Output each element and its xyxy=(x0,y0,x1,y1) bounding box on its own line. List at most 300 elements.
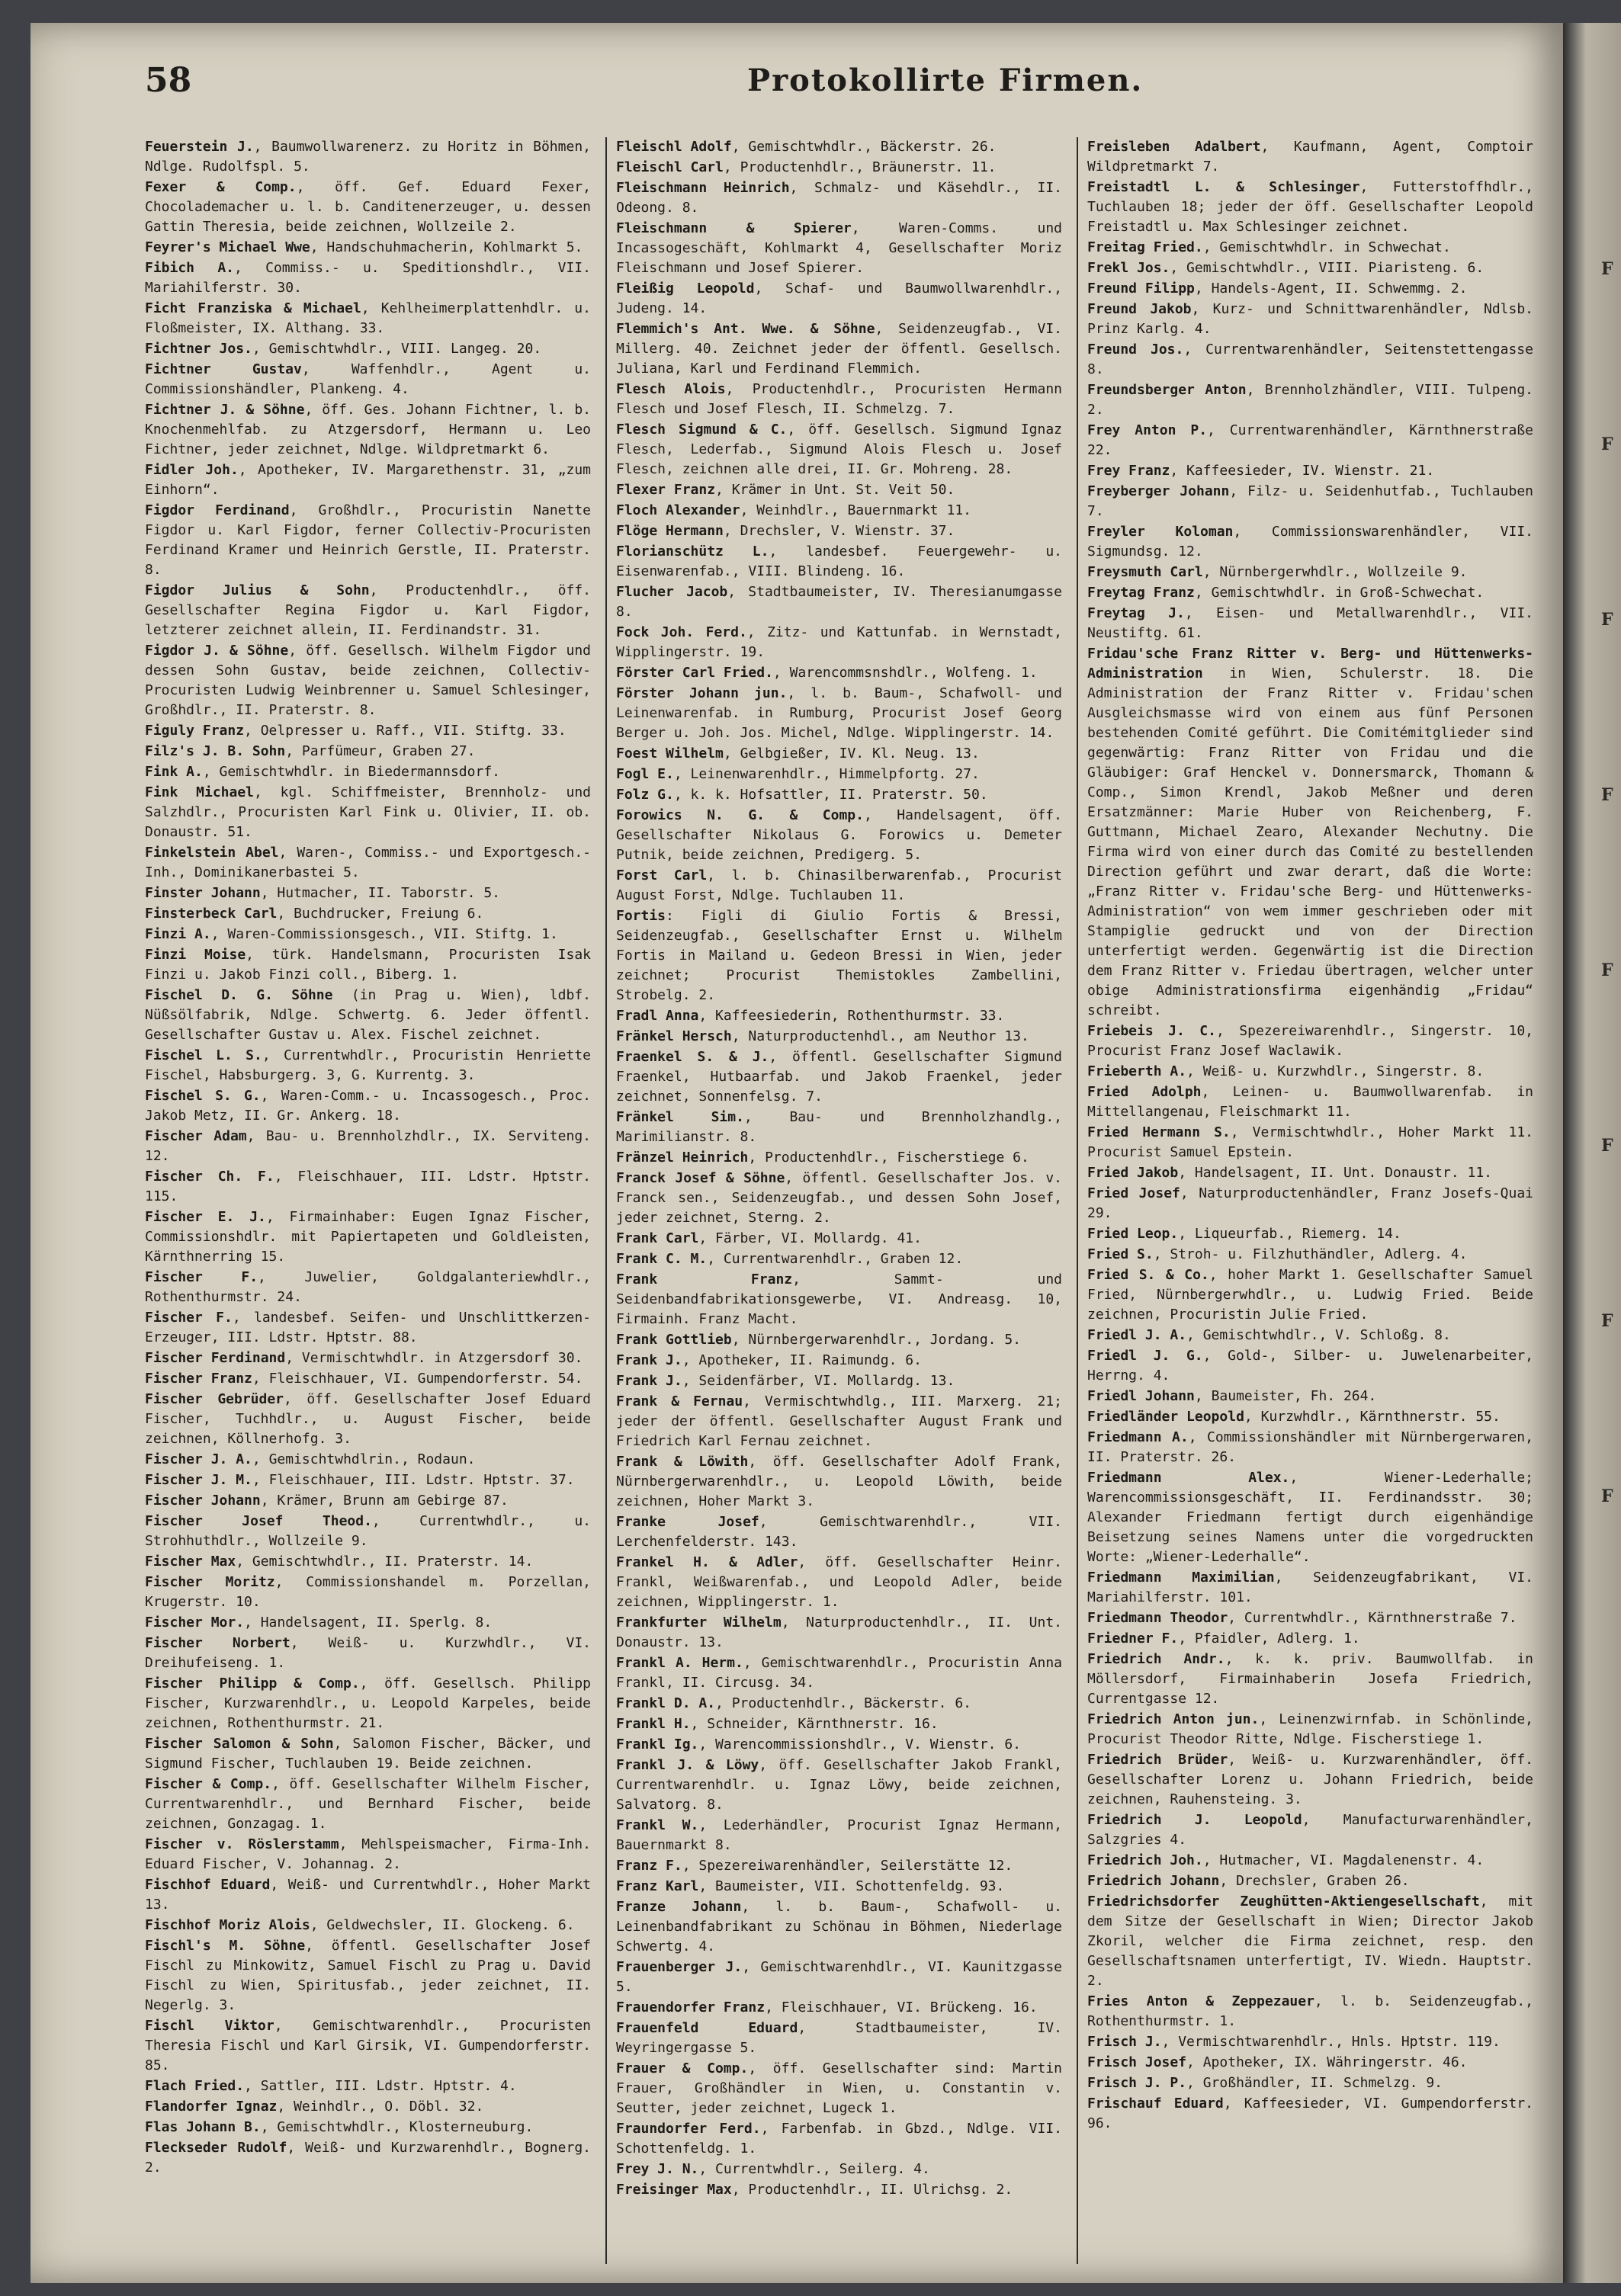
firm-name: Frankl W. xyxy=(616,1817,699,1833)
firm-details: , Pfaidler, Adlerg. 1. xyxy=(1178,1631,1360,1647)
directory-entry xyxy=(145,1674,591,1733)
firm-details: , Currentwhdlr., u. Strohhuthdlr., Wollzeile 9. xyxy=(145,1513,591,1549)
firm-details: , Waren-Comms. und Incassogeschäft, Kohlmarkt 4, Gesellschafter Moriz Fleischmann und Josef Spierer. xyxy=(616,220,1062,276)
directory-entry xyxy=(616,2019,1062,2058)
firm-name: Fink A. xyxy=(145,764,203,780)
firm-details: in Wien, Schulerstr. 18. Die Administration der Franz Ritter v. Fridau'schen Ausgleichsmasse wird von einem aus fünf Personen bestehenden Comité geführt. Die Comitémitglieder sind gegenwärtig: Franz Ritter von Fridau und die Gläubiger: Graf Henckel v. Donnersmarck, Thomann & Comp., Simon Krendl, Jakob Meßner und deren Ersatzmänner: Marie Huber von Reichenberg, F. Guttmann, Michael Zearo, Alexander Nechutny. Die Firma wird von einer durch das Comité zu bestellenden Direction geführt und zwar derart, daß die Worte: „Franz Ritter v. Fridau'sche Berg- und Hüttenwerks-Administration“ von wem immer geschrieben oder mit Stampiglie gedruckt und von der Direction unterfertigt werden. Gegenwärtig ist die Direction dem Franz Ritter v. Friedau übertragen, welcher unter obige Administrationsfirma eigenhändig „Fridau“ schreibt. xyxy=(1087,665,1533,1018)
firm-details: , Vermischtwhdlr., Hoher Markt 11. Procurist Samuel Epstein. xyxy=(1087,1124,1533,1160)
firm-details: , Leinenzwirnfab. in Schönlinde, Procurist Theodor Ritte, Ndlge. Fischerstiege 1. xyxy=(1087,1711,1533,1747)
firm-details: , Drechsler, Graben 26. xyxy=(1219,1873,1410,1889)
directory-entry xyxy=(616,582,1062,622)
directory-entry xyxy=(145,843,591,883)
firm-details: , Waren-Comm.- u. Incassogesch., Proc. Jakob Metz, II. Gr. Ankerg. 18. xyxy=(145,1088,591,1124)
firm-name: Fleckseder Rudolf xyxy=(145,2140,287,2156)
directory-entry xyxy=(145,137,591,177)
directory-entry xyxy=(616,219,1062,278)
firm-details: , Nürnbergerwarenhdlr., Jordang. 5. xyxy=(731,1332,1022,1348)
firm-details: , Parfümeur, Graben 27. xyxy=(285,743,476,759)
firm-details: , Vermischtwhdlr. in Atzgersdorf 30. xyxy=(285,1350,583,1366)
firm-details: , Gold-, Silber- u. Juwelenarbeiter, Herrng. 4. xyxy=(1087,1348,1533,1384)
firm-name: Fock Joh. Ferd. xyxy=(616,624,747,640)
directory-entry xyxy=(616,1653,1062,1693)
firm-details: , öffentl. Gesellschafter Sigmund Fraenkel, Hutbaarfab. und Jakob Fraenkel, jeder zeichnet, Sonnenfelsg. 7. xyxy=(616,1049,1062,1105)
firm-name: Ficht Franziska & Michael xyxy=(145,300,361,316)
firm-details: , Gemischtwhdlr., II. Praterstr. 14. xyxy=(236,1554,534,1570)
firm-details: , öff. Gesellschafter sind: Martin Frauer, Großhändler in Wien, u. Constantin v. Seutter, jeder zeichnet, Lugeck 1. xyxy=(616,2060,1062,2116)
firm-details: , Baumwollwarenerz. zu Horitz in Böhmen, Ndlge. Rudolfspl. 5. xyxy=(145,139,591,175)
directory-entry xyxy=(616,158,1062,178)
directory-entry xyxy=(1087,1871,1533,1891)
firm-name: Finzi Moise xyxy=(145,947,246,963)
firm-details: , Firmainhaber: Eugen Ignaz Fischer, Commissionshdlr. mit Papiertapeten und Goldleisten, Kärnthnerring 15. xyxy=(145,1209,591,1265)
firm-name: Freisinger Max xyxy=(616,2182,732,2198)
firm-name: Frauenfeld Eduard xyxy=(616,2020,798,2036)
firm-details: , Productenhdlr., Bäckerstr. 6. xyxy=(715,1695,971,1711)
firm-name: Finsterbeck Carl xyxy=(145,906,278,922)
firm-name: Fortis xyxy=(616,908,666,924)
directory-entry xyxy=(145,2016,591,2076)
firm-name: Fischer v. Röslerstamm xyxy=(145,1836,339,1852)
firm-name: Florianschütz L. xyxy=(616,544,769,560)
firm-name: Filz's J. B. Sohn xyxy=(145,743,286,759)
firm-name: Frekl Jos. xyxy=(1087,260,1170,276)
firm-details: , Apotheker, IX. Währingerstr. 46. xyxy=(1186,2054,1468,2070)
firm-name: Franz Karl xyxy=(616,1878,699,1894)
directory-entry xyxy=(145,1348,591,1368)
firm-details: , Lederhändler, Procurist Ignaz Hermann, Bauernmarkt 8. xyxy=(616,1817,1062,1853)
firm-details: , Spezereiwarenhändler, Seilerstätte 12. xyxy=(682,1858,1013,1874)
firm-name: Fradl Anna xyxy=(616,1008,699,1024)
firm-details: , Baumeister, Fh. 264. xyxy=(1194,1388,1377,1404)
firm-details: , l. b. Chinasilberwarenfab., Procurist August Forst, Ndlge. Tuchlauben 11. xyxy=(616,867,1062,903)
edge-letter: F xyxy=(1601,960,1613,980)
firm-name: Fischel S. G. xyxy=(145,1088,261,1104)
firm-details: , Hutmacher, II. Taborstr. 5. xyxy=(260,885,500,901)
firm-details: , Kaufmann, Agent, Comptoir Wildpretmarkt 7. xyxy=(1087,139,1533,175)
directory-entry xyxy=(145,1875,591,1915)
firm-name: Fischer Josef Theod. xyxy=(145,1513,372,1529)
directory-entry xyxy=(1087,1468,1533,1567)
firm-name: Friedrichsdorfer Zeughütten-Aktiengesellschaft xyxy=(1087,1894,1480,1910)
firm-details: , Juwelier, Goldgalanteriewhdlr., Rothenthurmstr. 24. xyxy=(145,1269,591,1305)
firm-name: Floch Alexander xyxy=(616,502,740,518)
firm-name: Fischer Moritz xyxy=(145,1574,275,1590)
firm-details: , Weiß- u. Kurzwarenhändler, öff. Gesellschafter Lorenz u. Johann Friedrich, beide zeichnen, Rauhensteing. 3. xyxy=(1087,1752,1533,1807)
firm-name: Finkelstein Abel xyxy=(145,845,279,861)
directory-entry xyxy=(616,1452,1062,1512)
firm-name: Fried S. & Co. xyxy=(1087,1267,1209,1283)
firm-details: , Seidenfärber, VI. Mollardg. 13. xyxy=(682,1373,955,1389)
directory-entry xyxy=(616,1006,1062,1026)
firm-name: Freyberger Johann xyxy=(1087,483,1230,499)
firm-name: Freund Jakob xyxy=(1087,301,1192,317)
firm-name: Frauer & Comp. xyxy=(616,2060,749,2076)
firm-name: Frank Franz xyxy=(616,1271,793,1287)
firm-details: , Nürnbergerwhdlr., Wollzeile 9. xyxy=(1202,564,1468,580)
firm-details: , Weiß- und Kurzwarenhdlr., Bognerg. 2. xyxy=(145,2140,591,2176)
firm-details: , Kurzwhdlr., Kärnthnerstr. 55. xyxy=(1244,1409,1501,1425)
firm-name: Frieberth A. xyxy=(1087,1063,1187,1079)
firm-name: Fränzel Heinrich xyxy=(616,1150,749,1166)
firm-name: Frank C. M. xyxy=(616,1251,708,1267)
directory-entry xyxy=(145,1046,591,1085)
directory-entry xyxy=(145,1491,591,1511)
firm-details: , Oelpresser u. Raff., VII. Stiftg. 33. xyxy=(244,723,567,739)
firm-name: Förster Johann jun. xyxy=(616,685,788,701)
firm-details: , Gemischtwhdlr., VIII. Langeg. 20. xyxy=(252,341,542,357)
firm-name: Fischer Adam xyxy=(145,1128,247,1144)
directory-page xyxy=(30,23,1563,2283)
firm-details: , Buchdrucker, Freiung 6. xyxy=(277,906,484,922)
firm-details: , Krämer in Unt. St. Veit 50. xyxy=(715,482,955,498)
firm-name: Friedmann Theodor xyxy=(1087,1610,1228,1626)
firm-name: Flas Johann B. xyxy=(145,2119,261,2135)
directory-entry xyxy=(145,1512,591,1551)
firm-details: , Fleischhauer, III. Ldstr. Hptstr. 37. xyxy=(252,1472,575,1488)
firm-name: Fischer Johann xyxy=(145,1493,261,1509)
firm-details: , Manufacturwarenhändler, Salzgries 4. xyxy=(1087,1812,1533,1848)
directory-entry xyxy=(616,1027,1062,1047)
firm-details: , Vermischtwarenhdlr., Hnls. Hptstr. 119. xyxy=(1161,2034,1501,2050)
page-title: Protokollirte Firmen. xyxy=(747,63,1144,98)
directory-entry xyxy=(1087,1710,1533,1749)
directory-entry xyxy=(616,1392,1062,1451)
directory-entry xyxy=(1087,1021,1533,1061)
firm-details: , Leinenwarenhdlr., Himmelpfortg. 27. xyxy=(673,766,980,782)
firm-details: , Salomon Fischer, Bäcker, und Sigmund Fischer, Tuchlauben 19. Beide zeichnen. xyxy=(145,1736,591,1772)
firm-name: Franz F. xyxy=(616,1858,682,1874)
directory-entry xyxy=(616,1998,1062,2018)
firm-name: Freysmuth Carl xyxy=(1087,564,1203,580)
firm-name: Freisleben Adalbert xyxy=(1087,139,1261,155)
firm-name: Frisch Josef xyxy=(1087,2054,1187,2070)
directory-entry xyxy=(145,986,591,1045)
firm-details: , hoher Markt 1. Gesellschafter Samuel Fried, Nürnbergerwhdlr., u. Ludwig Fried. Beide zeichnen, Procuristin Julie Fried. xyxy=(1087,1267,1533,1323)
firm-name: Fischl Viktor xyxy=(145,2018,274,2034)
firm-name: Freytag Franz xyxy=(1087,585,1195,601)
page-number: 58 xyxy=(145,61,192,100)
firm-details: , Zitz- und Kattunfab. in Wernstadt, Wipplingerstr. 19. xyxy=(616,624,1062,660)
directory-entry xyxy=(145,1613,591,1633)
firm-name: Frey Franz xyxy=(1087,463,1170,479)
firm-name: Friedl J. A. xyxy=(1087,1327,1187,1343)
directory-entry xyxy=(616,785,1062,805)
firm-name: Flexer Franz xyxy=(616,482,716,498)
firm-name: Feyrer's Michael Wwe xyxy=(145,239,310,255)
firm-details: , Fleischhauer, VI. Gumpendorferstr. 54. xyxy=(252,1371,583,1387)
directory-entry xyxy=(616,744,1062,764)
directory-entry xyxy=(1087,1851,1533,1871)
firm-details: (in Prag u. Wien), ldbf. Nüßsölfabrik, Ndlge. Schwertg. 6. Jeder öffentl. Gesellschafter Gustav u. Alex. Fischel zeichnet. xyxy=(145,987,591,1043)
directory-entry xyxy=(1087,340,1533,380)
directory-entry xyxy=(145,400,591,460)
firm-details: , Gemischtwarenhdlr., VII. Lerchenfelderstr. 143. xyxy=(616,1514,1062,1550)
firm-name: Foest Wilhelm xyxy=(616,746,724,762)
directory-entry xyxy=(616,1816,1062,1855)
firm-name: Fleischmann Heinrich xyxy=(616,180,790,196)
firm-details: , Productenhdlr., Fischerstiege 6. xyxy=(748,1150,1029,1166)
firm-name: Fränkel Sim. xyxy=(616,1109,744,1125)
firm-name: Fischhof Eduard xyxy=(145,1877,271,1893)
firm-name: Feuerstein J. xyxy=(145,139,254,155)
directory-entry xyxy=(145,1207,591,1267)
firm-name: Freistadtl L. & Schlesinger xyxy=(1087,179,1360,195)
firm-name: Fischer Ferdinand xyxy=(145,1350,286,1366)
firm-name: Fischhof Moriz Alois xyxy=(145,1917,310,1933)
firm-name: Frank Gottlieb xyxy=(616,1332,732,1348)
firm-name: Friedl J. G. xyxy=(1087,1348,1203,1364)
directory-entry xyxy=(1087,300,1533,339)
directory-entry xyxy=(145,1127,591,1166)
firm-name: Fleischl Carl xyxy=(616,159,724,175)
column-1 xyxy=(145,137,591,2264)
firm-name: Frank J. xyxy=(616,1373,682,1389)
firm-details: , öffentl. Gesellschafter Jos. v. Franck sen., Seidenzeugfab., und dessen Sohn Josef, jeder zeichnet, Sterng. 2. xyxy=(616,1170,1062,1226)
directory-entry xyxy=(145,1086,591,1126)
directory-entry xyxy=(145,501,591,580)
firm-details: , türk. Handelsmann, Procuristen Isak Finzi u. Jakob Finzi coll., Biberg. 1. xyxy=(145,947,591,983)
firm-name: Frank Carl xyxy=(616,1230,699,1246)
firm-details: , Drechsler, V. Wienstr. 37. xyxy=(723,523,955,539)
firm-name: Fried Jakob xyxy=(1087,1165,1179,1181)
firm-name: Forowics N. G. & Comp. xyxy=(616,807,864,823)
entry-columns xyxy=(145,137,1533,2264)
firm-details: , Bau- u. Brennholzhdlr., IX. Serviteng. 12. xyxy=(145,1128,591,1164)
firm-name: Fidler Joh. xyxy=(145,462,239,478)
directory-entry xyxy=(1087,1407,1533,1427)
directory-entry xyxy=(145,641,591,720)
edge-letter: F xyxy=(1601,1136,1613,1156)
firm-details: , Gemischtwarenhdlr., Procuristin Anna Frankl, II. Circusg. 34. xyxy=(616,1655,1062,1691)
firm-name: Freund Filipp xyxy=(1087,281,1195,297)
firm-details: , Sammt- und Seidenbandfabrikationsgewerbe, VI. Andreasg. 10, Firmainh. Franz Macht. xyxy=(616,1271,1062,1327)
firm-details: , Brennholzhändler, VIII. Tulpeng. 2. xyxy=(1087,382,1533,418)
firm-details: , Commissionshandel m. Porzellan, Krugerstr. 10. xyxy=(145,1574,591,1610)
firm-details: , Weinhdlr., Bauernmarkt 11. xyxy=(740,502,971,518)
directory-entry xyxy=(616,480,1062,500)
firm-details: , Schmalz- und Käsehdlr., II. Odeong. 8. xyxy=(616,180,1062,216)
firm-details: , Commissionshändler mit Nürnbergerwaren, II. Praterstr. 26. xyxy=(1087,1429,1533,1465)
directory-entry xyxy=(616,1897,1062,1957)
directory-entry xyxy=(1087,1082,1533,1122)
firm-name: Fischer Salomon & Sohn xyxy=(145,1736,334,1752)
directory-entry xyxy=(616,1694,1062,1714)
firm-details: , Productenhdlr., Procuristen Hermann Flesch und Josef Flesch, II. Schmelzg. 7. xyxy=(616,381,1062,417)
firm-name: Fried Adolph xyxy=(1087,1084,1202,1100)
directory-entry xyxy=(145,2076,591,2096)
directory-entry xyxy=(1087,178,1533,237)
firm-name: Finster Johann xyxy=(145,885,261,901)
directory-entry xyxy=(145,1916,591,1935)
firm-name: Frankl A. Herm. xyxy=(616,1655,743,1671)
firm-details: , Fleischhauer, III. Ldstr. Hptstr. 115. xyxy=(145,1169,591,1204)
firm-details: , Geldwechsler, II. Glockeng. 6. xyxy=(310,1917,575,1933)
firm-details: , Waren-Commissionsgesch., VII. Stiftg. 1. xyxy=(210,926,558,942)
directory-entry xyxy=(1087,1810,1533,1850)
firm-details: , Hutmacher, VI. Magdalenenstr. 4. xyxy=(1202,1852,1485,1868)
firm-details: , Färber, VI. Mollardg. 41. xyxy=(698,1230,922,1246)
directory-entry xyxy=(145,1552,591,1572)
directory-entry xyxy=(616,1351,1062,1371)
directory-entry xyxy=(1087,258,1533,278)
firm-details: , Filz- u. Seidenhutfab., Tuchlauben 7. xyxy=(1087,483,1533,519)
firm-details: , Farbenfab. in Gbzd., Ndlge. VII. Schottenfeldg. 1. xyxy=(616,2121,1062,2157)
firm-details: , Weiß- und Currentwhdlr., Hoher Markt 13. xyxy=(145,1877,591,1913)
directory-entry xyxy=(145,299,591,338)
column-3 xyxy=(1087,137,1533,2264)
firm-details: , Warencommsnshdlr., Wolfeng. 1. xyxy=(772,665,1038,681)
firm-details: , Productenhdlr., öff. Gesellschafter Regina Figdor u. Karl Figdor, letzterer zeichnet allein, II. Ferdinandstr. 31. xyxy=(145,582,591,638)
directory-entry xyxy=(145,904,591,924)
firm-details: , öff. Gesellschafter Jakob Frankl, Currentwarenhdlr. u. Ignaz Löwy, beide zeichnen, Salvatorg. 8. xyxy=(616,1757,1062,1813)
firm-name: Friedmann A. xyxy=(1087,1429,1189,1445)
firm-details: , Commiss.- u. Speditionshdlr., VII. Mariahilferstr. 30. xyxy=(145,260,591,296)
directory-entry xyxy=(145,178,591,237)
directory-entry xyxy=(1087,1428,1533,1467)
firm-details: , Großhdlr., Procuristin Nanette Figdor u. Karl Figdor, ferner Collectiv-Procuristen Ferdinand Kramer und Heinrich Gerstle, II. Praterstr. 8. xyxy=(145,502,591,578)
firm-name: Figdor Ferdinand xyxy=(145,502,290,518)
firm-details: , Gemischtwhdlr., Bäckerstr. 26. xyxy=(731,139,997,155)
firm-name: Friedmann Alex. xyxy=(1087,1470,1290,1486)
directory-entry xyxy=(145,1390,591,1449)
directory-entry xyxy=(616,420,1062,479)
firm-name: Fischer F. xyxy=(145,1269,258,1285)
directory-entry xyxy=(145,925,591,944)
firm-details: , Kurz- und Schnittwarenhändler, Ndlsb. Prinz Karlg. 4. xyxy=(1087,301,1533,337)
firm-name: Forst Carl xyxy=(616,867,708,883)
directory-entry xyxy=(1087,1224,1533,1244)
firm-name: Fischer Ch. F. xyxy=(145,1169,274,1185)
directory-entry xyxy=(1087,1629,1533,1649)
directory-entry xyxy=(1087,1245,1533,1265)
directory-entry xyxy=(1087,563,1533,582)
directory-entry xyxy=(145,1308,591,1348)
directory-entry xyxy=(1087,1326,1533,1345)
directory-entry xyxy=(1087,1163,1533,1183)
firm-details: , Stroh- u. Filzhuthändler, Adlerg. 4. xyxy=(1153,1246,1468,1262)
directory-entry xyxy=(145,1369,591,1389)
firm-details: , Gemischtwhdlr. in Groß-Schwechat. xyxy=(1194,585,1485,601)
firm-details: , Gemischtwhdlrin., Rodaun. xyxy=(252,1451,476,1467)
directory-entry xyxy=(145,742,591,762)
firm-name: Fogl E. xyxy=(616,766,674,782)
firm-name: Fleißig Leopold xyxy=(616,281,755,297)
directory-entry xyxy=(1087,1750,1533,1810)
directory-entry xyxy=(145,1734,591,1774)
firm-name: Flöge Hermann xyxy=(616,523,724,539)
firm-details: , Weiß- u. Kurzwhdlr., VI. Dreihufeiseng. 1. xyxy=(145,1635,591,1671)
directory-entry xyxy=(616,1877,1062,1897)
firm-name: Frisch J. xyxy=(1087,2034,1162,2050)
firm-details: , öff. Ges. Johann Fichtner, l. b. Knochenmehlfab. zu Atzgersdorf, Hermann u. Leo Fichtner, jeder zeichnet, Ndlge. Wildpretmarkt 6. xyxy=(145,402,591,457)
firm-name: Friedrich Johann xyxy=(1087,1873,1220,1889)
firm-details: , Kaffeesieder, VI. Gumpendorferstr. 96. xyxy=(1087,2096,1533,2131)
directory-entry xyxy=(1087,482,1533,521)
directory-entry xyxy=(145,581,591,640)
firm-name: Frisch J. P. xyxy=(1087,2075,1187,2091)
firm-name: Frankl H. xyxy=(616,1716,691,1732)
firm-details: , Gemischtwarenhdlr., VI. Kaunitzgasse 5. xyxy=(616,1959,1062,1995)
firm-name: Fridau'sche Franz Ritter v. Berg- und Hüttenwerks-Administration xyxy=(1087,646,1533,681)
firm-name: Fischel D. G. Söhne xyxy=(145,987,333,1003)
edge-letter: F xyxy=(1601,1311,1613,1331)
firm-details: , Currentwhdlr., Kärnthnerstraße 7. xyxy=(1228,1610,1517,1626)
firm-name: Frey J. N. xyxy=(616,2161,699,2177)
directory-entry xyxy=(616,1169,1062,1228)
firm-name: Flach Fried. xyxy=(145,2078,245,2094)
directory-entry xyxy=(1087,644,1533,1021)
firm-name: Friedländer Leopold xyxy=(1087,1409,1244,1425)
firm-name: Friebeis J. C. xyxy=(1087,1023,1216,1039)
firm-name: Fichtner J. & Söhne xyxy=(145,402,305,418)
firm-details: , Kaffeesiederin, Rothenthurmstr. 33. xyxy=(698,1008,1005,1024)
firm-name: Friedner F. xyxy=(1087,1631,1179,1647)
firm-details: , Commissionswarenhändler, VII. Sigmundsg. 12. xyxy=(1087,524,1533,560)
firm-name: Frank & Fernau xyxy=(616,1393,743,1409)
firm-name: Flemmich's Ant. Wwe. & Söhne xyxy=(616,321,875,337)
firm-name: Frischauf Eduard xyxy=(1087,2096,1224,2112)
firm-details: , Gemischtwhdlr., Klosterneuburg. xyxy=(260,2119,534,2135)
firm-details: , Leinen- u. Baumwollwarenfab. in Mittellangenau, Fleischmarkt 11. xyxy=(1087,1084,1533,1120)
firm-details: , Handelsagent, II. Sperlg. 8. xyxy=(244,1615,493,1631)
firm-name: Frankl D. A. xyxy=(616,1695,716,1711)
directory-entry xyxy=(1087,238,1533,258)
directory-entry xyxy=(616,178,1062,218)
firm-details: , Handelsagent, öff. Gesellschafter Nikolaus G. Forowics u. Demeter Putnik, beide zeichnen, Predigerg. 5. xyxy=(616,807,1062,863)
firm-details: , k. k. Hofsattler, II. Praterstr. 50. xyxy=(673,787,988,803)
firm-details: , Handels-Agent, II. Schwemmg. 2. xyxy=(1194,281,1468,297)
firm-name: Frankl Ig. xyxy=(616,1736,699,1752)
directory-entry xyxy=(1087,1346,1533,1386)
firm-name: Frank J. xyxy=(616,1352,682,1368)
firm-details: , l. b. Baum-, Schafwoll- u. Leinenbandfabrikant zu Schönau in Böhmen, Niederlage Schwertg. 4. xyxy=(616,1899,1062,1954)
firm-details: , Currentwarenhändler, Kärnthnerstraße 22. xyxy=(1087,422,1533,458)
firm-details: , l. b. Seidenzeugfab., Rothenthurmstr. 1. xyxy=(1087,1993,1533,2029)
firm-details: , Waren-, Commiss.- und Exportgesch.-Inh., Dominikanerbastei 5. xyxy=(145,845,591,880)
firm-name: Fischl's M. Söhne xyxy=(145,1938,306,1954)
directory-entry xyxy=(145,238,591,258)
firm-details: : Figli di Giulio Fortis & Bressi, Seidenzeugfab., Gesellschafter Ernst u. Wilhelm Fortis in Mailand u. Gedeon Bressi in Wien, jeder zeichnet; Procurist Themistokles Zambellini, Strobelg. 2. xyxy=(616,908,1062,1003)
directory-entry xyxy=(616,1270,1062,1329)
firm-name: Frey Anton P. xyxy=(1087,422,1208,438)
directory-entry xyxy=(1087,1892,1533,1991)
firm-name: Fleischl Adolf xyxy=(616,139,732,155)
directory-entry xyxy=(1087,421,1533,460)
firm-details: , Bau- und Brennholzhandlg., Marimilianstr. 8. xyxy=(616,1109,1062,1145)
directory-entry xyxy=(145,1268,591,1307)
directory-entry xyxy=(145,1450,591,1470)
directory-entry xyxy=(616,663,1062,683)
firm-name: Fischer F. xyxy=(145,1310,233,1326)
firm-details: , Eisen- und Metallwarenhdlr., VII. Neustiftg. 61. xyxy=(1087,605,1533,641)
firm-details: , öff. Gef. Eduard Fexer, Chocolademacher u. l. b. Canditenerzeuger, u. dessen Gattin Theresia, beide zeichnen, Wollzeile 2. xyxy=(145,179,591,235)
firm-name: Fischel L. S. xyxy=(145,1047,262,1063)
directory-entry xyxy=(616,380,1062,419)
firm-name: Folz G. xyxy=(616,787,674,803)
directory-entry xyxy=(145,945,591,985)
firm-name: Frauenberger J. xyxy=(616,1959,743,1975)
firm-details: , Großhändler, II. Schmelzg. 9. xyxy=(1186,2075,1443,2091)
firm-details: , Productenhdlr., Bräunerstr. 11. xyxy=(723,159,997,175)
directory-entry xyxy=(1087,461,1533,481)
firm-details: , Waffenhdlr., Agent u. Commissionshändler, Plankeng. 4. xyxy=(145,361,591,397)
firm-details: , Gemischtwhdlr. in Schwechat. xyxy=(1202,239,1451,255)
directory-entry xyxy=(1087,2094,1533,2134)
firm-name: Franck Josef & Söhne xyxy=(616,1170,785,1186)
firm-details: , Naturproductenhdl., am Neuthor 13. xyxy=(731,1028,1029,1044)
firm-name: Freitag Fried. xyxy=(1087,239,1203,255)
firm-details: , Vermischtwhdlg., III. Marxerg. 21; jeder der öffentl. Gesellschafter August Frank und Friedrich Karl Fernau zeichnet. xyxy=(616,1393,1062,1449)
